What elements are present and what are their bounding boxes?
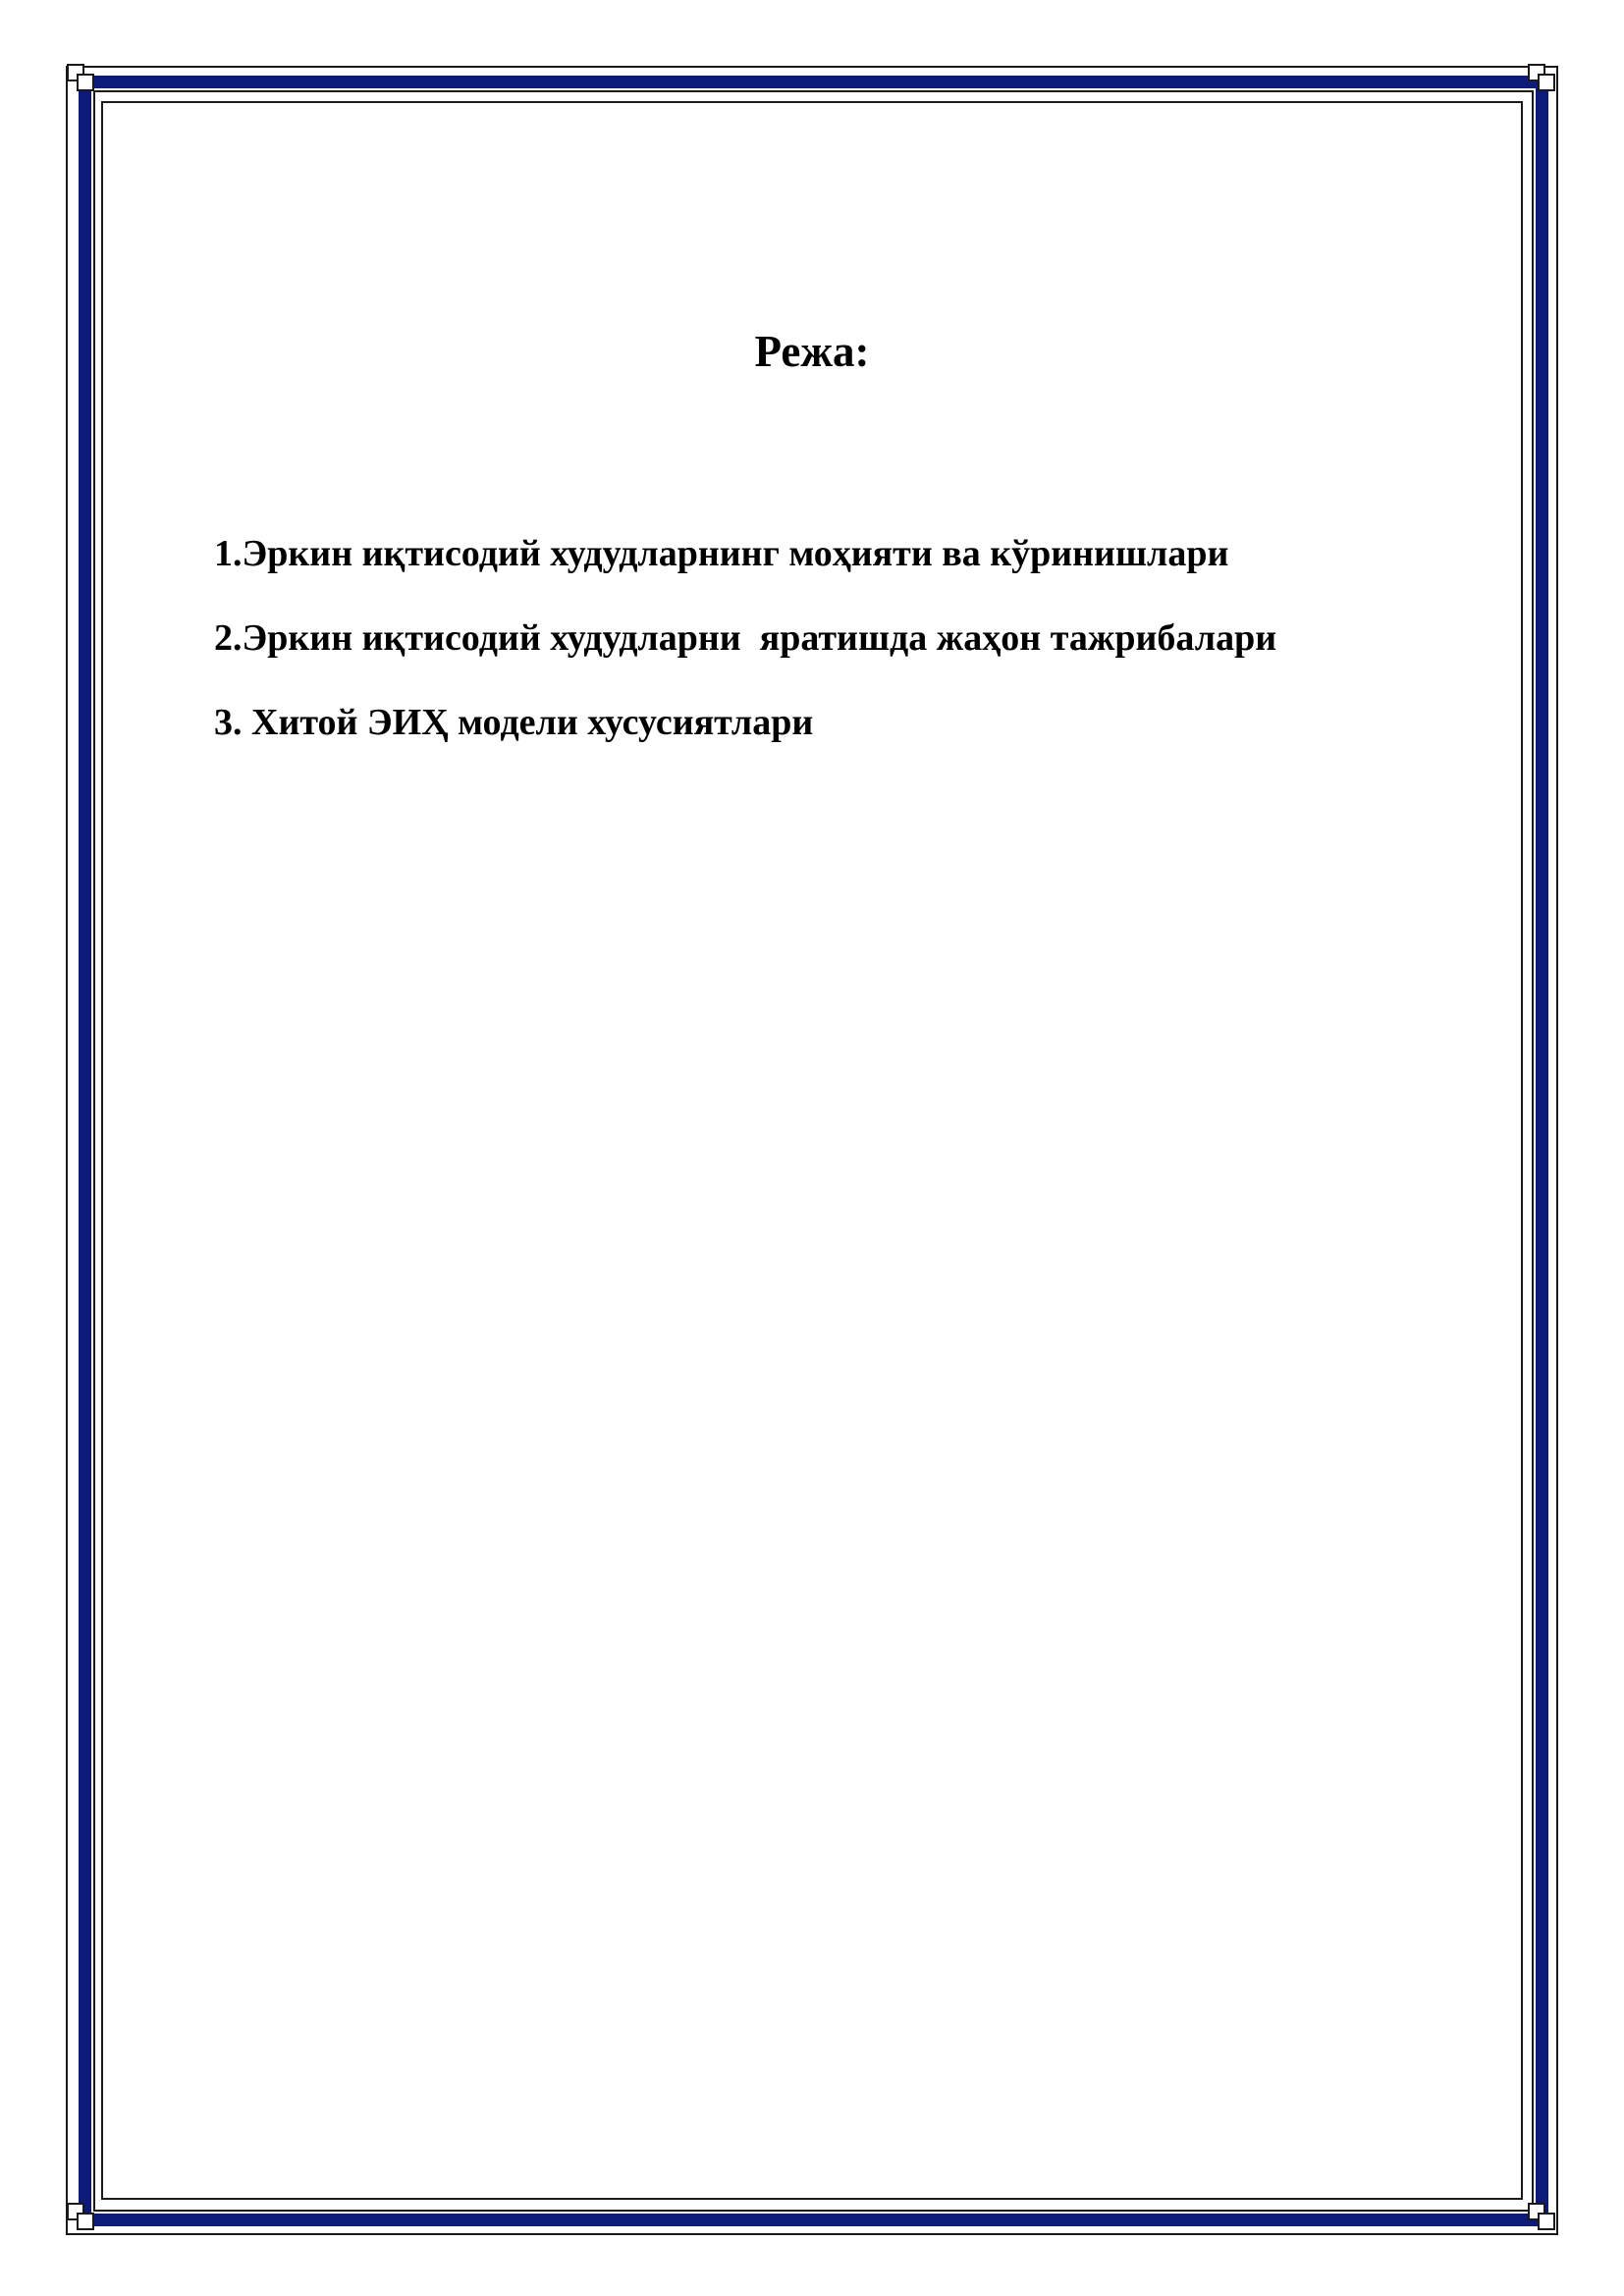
plan-item: 3. Хитой ЭИҲ модели хусусиятлари <box>214 702 814 743</box>
page-title: Режа: <box>754 327 870 376</box>
frame-inner-line <box>101 101 1523 2200</box>
corner-ornament-top-right <box>1528 64 1557 93</box>
plan-item: 1.Эркин иқтисодий худудларнинг моҳияти ва кўринишлари <box>214 533 1229 574</box>
plan-list <box>214 530 1490 783</box>
corner-ornament-top-left <box>67 64 96 93</box>
plan-item: 2.Эркин иқтисодий худудларни яратишда жаҳон тажрибалари <box>214 617 1277 659</box>
corner-ornament-bottom-left <box>67 2203 96 2232</box>
corner-ornament-bottom-right <box>1528 2203 1557 2232</box>
